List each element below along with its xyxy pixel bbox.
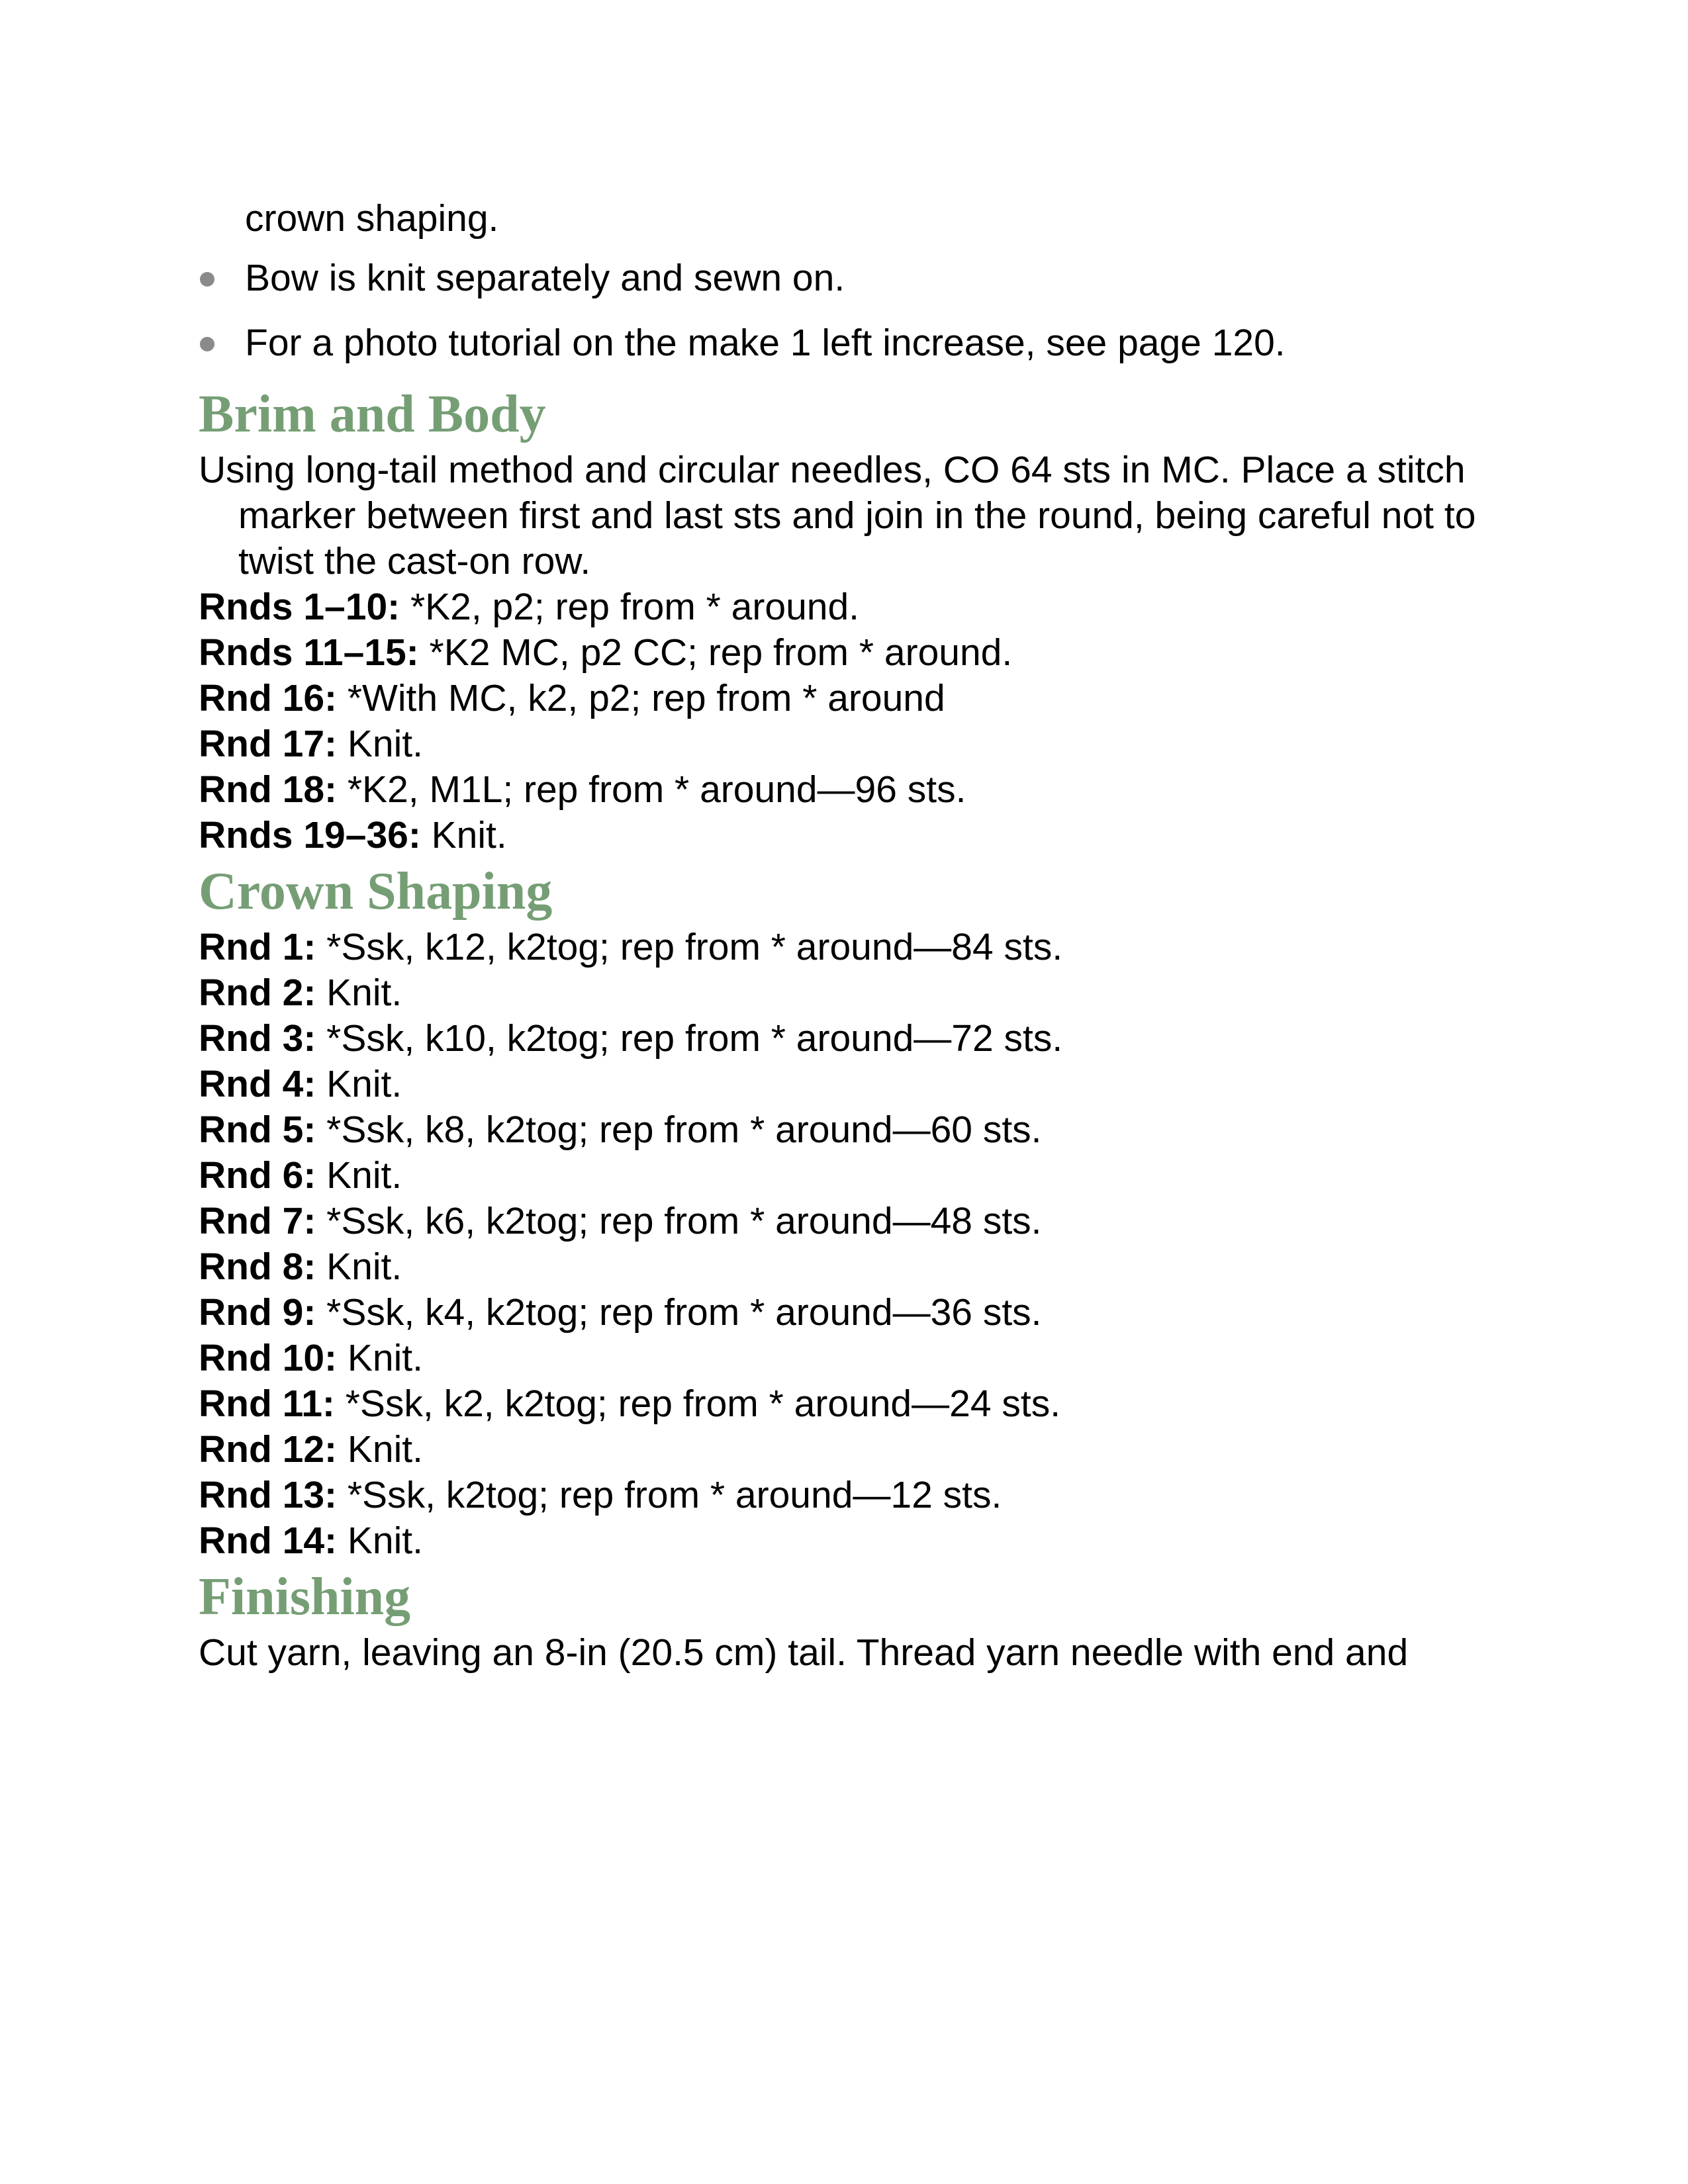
round-instruction <box>199 1107 1496 1153</box>
round-instruction <box>199 1381 1496 1427</box>
continued-bullet-text: crown shaping. <box>245 197 499 240</box>
round-text: *K2 MC, p2 CC; rep from * around. <box>418 631 1013 674</box>
bullet-text: Bow is knit separately and sewn on. <box>245 257 845 299</box>
round-label: Rnd 17: <box>199 723 338 765</box>
crown-rounds <box>199 925 1496 1564</box>
round-text: Knit. <box>316 1063 402 1105</box>
round-text: Knit. <box>316 972 402 1014</box>
round-label: Rnd 13: <box>199 1474 338 1516</box>
round-text: Knit. <box>337 723 423 765</box>
section-heading-finishing: Finishing <box>199 1568 411 1626</box>
round-label: Rnd 6: <box>199 1154 316 1197</box>
round-label: Rnds 19–36: <box>199 814 421 856</box>
round-instruction <box>199 925 1496 970</box>
round-instruction <box>199 970 1496 1016</box>
document-page <box>199 192 1496 1676</box>
round-label: Rnd 18: <box>199 768 338 811</box>
round-label: Rnd 10: <box>199 1337 338 1379</box>
round-text: Knit. <box>337 1428 423 1471</box>
round-instruction <box>199 1244 1496 1290</box>
round-instruction <box>199 1336 1496 1381</box>
round-label: Rnds 11–15: <box>199 631 419 674</box>
round-instruction <box>199 721 1496 767</box>
round-label: Rnd 5: <box>199 1109 316 1151</box>
round-label: Rnd 8: <box>199 1246 316 1288</box>
round-instruction <box>199 1062 1496 1107</box>
round-instruction <box>199 1427 1496 1473</box>
round-text: *Ssk, k12, k2tog; rep from * around—84 sts. <box>316 926 1063 968</box>
round-label: Rnd 3: <box>199 1017 316 1060</box>
list-item <box>199 251 1496 304</box>
round-instruction <box>199 1290 1496 1336</box>
round-label: Rnd 4: <box>199 1063 316 1105</box>
round-instruction <box>199 1473 1496 1518</box>
round-text: *Ssk, k2, k2tog; rep from * around—24 sts. <box>334 1383 1061 1425</box>
round-text: *Ssk, k4, k2tog; rep from * around—36 sts. <box>316 1291 1042 1334</box>
round-instruction <box>199 630 1496 676</box>
round-text: *With MC, k2, p2; rep from * around <box>337 677 945 719</box>
round-instruction <box>199 1199 1496 1244</box>
bullet-text: For a photo tutorial on the make 1 left increase, see page 120. <box>245 322 1286 364</box>
cast-on-paragraph: Using long-tail method and circular needles, CO 64 sts in MC. Place a stitch marker between first and last sts and join in the round, being careful not to twist the cast-on row. <box>199 449 1476 582</box>
round-instruction <box>199 1016 1496 1062</box>
round-label: Rnd 12: <box>199 1428 338 1471</box>
round-text: *K2, M1L; rep from * around—96 sts. <box>337 768 966 811</box>
section-heading-crown-shaping: Crown Shaping <box>199 862 553 921</box>
brim-rounds <box>199 584 1496 858</box>
round-instruction <box>199 584 1496 630</box>
bullet-icon <box>200 337 214 351</box>
round-text: Knit. <box>420 814 507 856</box>
round-label: Rnd 9: <box>199 1291 316 1334</box>
round-label: Rnds 1–10: <box>199 586 400 628</box>
round-text: Knit. <box>316 1154 402 1197</box>
round-text: Knit. <box>337 1337 423 1379</box>
section-heading-brim-and-body: Brim and Body <box>199 385 546 443</box>
round-label: Rnd 7: <box>199 1200 316 1242</box>
round-instruction <box>199 676 1496 721</box>
round-label: Rnd 16: <box>199 677 338 719</box>
round-instruction <box>199 1153 1496 1199</box>
round-label: Rnd 1: <box>199 926 316 968</box>
round-instruction <box>199 1518 1496 1564</box>
round-text: *Ssk, k2tog; rep from * around—12 sts. <box>337 1474 1002 1516</box>
round-text: *Ssk, k10, k2tog; rep from * around—72 sts. <box>316 1017 1063 1060</box>
round-text: *Ssk, k8, k2tog; rep from * around—60 sts. <box>316 1109 1042 1151</box>
list-item <box>199 316 1496 369</box>
round-text: Knit. <box>316 1246 402 1288</box>
round-text: *Ssk, k6, k2tog; rep from * around—48 sts. <box>316 1200 1042 1242</box>
round-label: Rnd 14: <box>199 1520 338 1562</box>
finishing-paragraph: Cut yarn, leaving an 8-in (20.5 cm) tail. Thread yarn needle with end and <box>199 1631 1409 1674</box>
round-instruction <box>199 813 1496 858</box>
round-text: *K2, p2; rep from * around. <box>400 586 860 628</box>
round-instruction <box>199 767 1496 813</box>
bullet-icon <box>200 272 214 287</box>
notes-list <box>199 251 1496 369</box>
round-label: Rnd 11: <box>199 1383 335 1425</box>
round-label: Rnd 2: <box>199 972 316 1014</box>
round-text: Knit. <box>337 1520 423 1562</box>
